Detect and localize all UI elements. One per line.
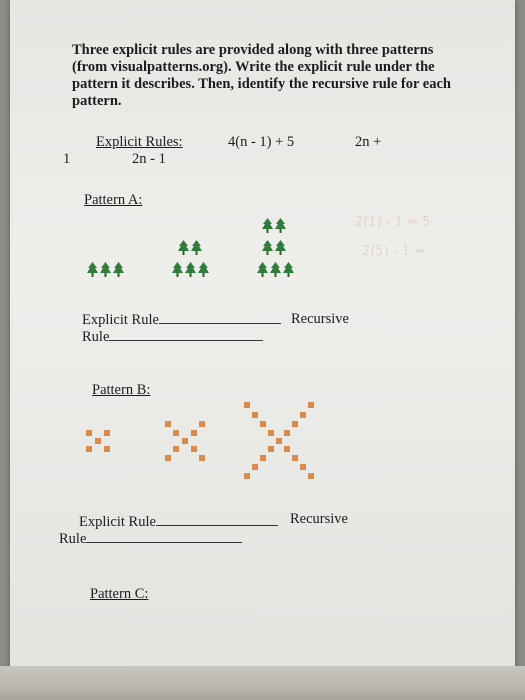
square-tile (86, 446, 92, 452)
pattern-c-label: Pattern C: (90, 586, 149, 602)
pencil-note-1: 2(1) - 1 = 5 (355, 215, 431, 230)
instructions-line: Three explicit rules are provided along with three patterns (72, 42, 434, 58)
tree-icon (198, 262, 209, 277)
tree-icon (275, 240, 286, 255)
rule-text: Rule (59, 531, 87, 547)
instructions-line: pattern. (72, 93, 122, 109)
square-tile (95, 438, 101, 444)
tree-icon (270, 262, 281, 277)
square-tile (86, 430, 92, 436)
square-tile (268, 446, 274, 452)
tree-icon (172, 262, 183, 277)
rule-text: Rule (82, 329, 110, 345)
rule-option-b-continued: 1 (63, 151, 71, 167)
pencil-note-2: 2(5) - 1 = (362, 244, 425, 259)
instructions (72, 42, 472, 110)
pattern-b-explicit-blank[interactable] (156, 513, 278, 526)
square-tile (199, 421, 205, 427)
tree-icon (262, 218, 273, 233)
explicit-rules-heading: Explicit Rules: (96, 134, 183, 150)
pattern-b-rule-line (59, 530, 242, 548)
square-tile (182, 438, 188, 444)
tree-icon (283, 262, 294, 277)
rule-option-b: 2n + (355, 134, 382, 150)
explicit-rule-text: Explicit Rule (82, 312, 159, 328)
pattern-a-rule-line (82, 328, 263, 346)
tree-icon (113, 262, 124, 277)
pattern-a-recursive-label: Recursive (291, 311, 349, 327)
instructions-line: (from visualpatterns.org). Write the explicit rule under the (72, 59, 435, 75)
square-tile (173, 430, 179, 436)
square-tile (165, 455, 171, 461)
square-tile (191, 446, 197, 452)
instructions-line: pattern it describes. Then, identify the recursive rule for each (72, 76, 451, 92)
square-tile (292, 455, 298, 461)
square-tile (173, 446, 179, 452)
tree-icon (275, 218, 286, 233)
pattern-a-explicit-label (82, 311, 281, 329)
square-tile (104, 430, 110, 436)
square-tile (284, 430, 290, 436)
tree-icon (262, 240, 273, 255)
square-tile (276, 438, 282, 444)
square-tile (284, 446, 290, 452)
pattern-b-recursive-blank[interactable] (86, 530, 242, 543)
tree-icon (178, 240, 189, 255)
tree-icon (257, 262, 268, 277)
square-tile (308, 402, 314, 408)
explicit-rule-text: Explicit Rule (79, 514, 156, 530)
square-tile (244, 402, 250, 408)
pattern-a-explicit-blank[interactable] (159, 311, 281, 324)
pattern-b-recursive-label: Recursive (290, 511, 348, 527)
square-tile (292, 421, 298, 427)
square-tile (308, 473, 314, 479)
square-tile (260, 421, 266, 427)
rule-option-c: 2n - 1 (132, 151, 166, 167)
pattern-a-recursive-blank[interactable] (109, 328, 263, 341)
tree-icon (185, 262, 196, 277)
table-surface (0, 666, 525, 700)
square-tile (300, 464, 306, 470)
tree-icon (87, 262, 98, 277)
worksheet-page (10, 0, 515, 672)
square-tile (260, 455, 266, 461)
tree-icon (100, 262, 111, 277)
pattern-b-explicit-label (79, 513, 278, 531)
square-tile (268, 430, 274, 436)
rule-option-a: 4(n - 1) + 5 (228, 134, 295, 150)
square-tile (300, 412, 306, 418)
square-tile (104, 446, 110, 452)
square-tile (191, 430, 197, 436)
pattern-b-label: Pattern B: (92, 382, 151, 398)
square-tile (199, 455, 205, 461)
square-tile (165, 421, 171, 427)
square-tile (244, 473, 250, 479)
square-tile (252, 464, 258, 470)
tree-icon (191, 240, 202, 255)
pattern-a-label: Pattern A: (84, 192, 143, 208)
square-tile (252, 412, 258, 418)
